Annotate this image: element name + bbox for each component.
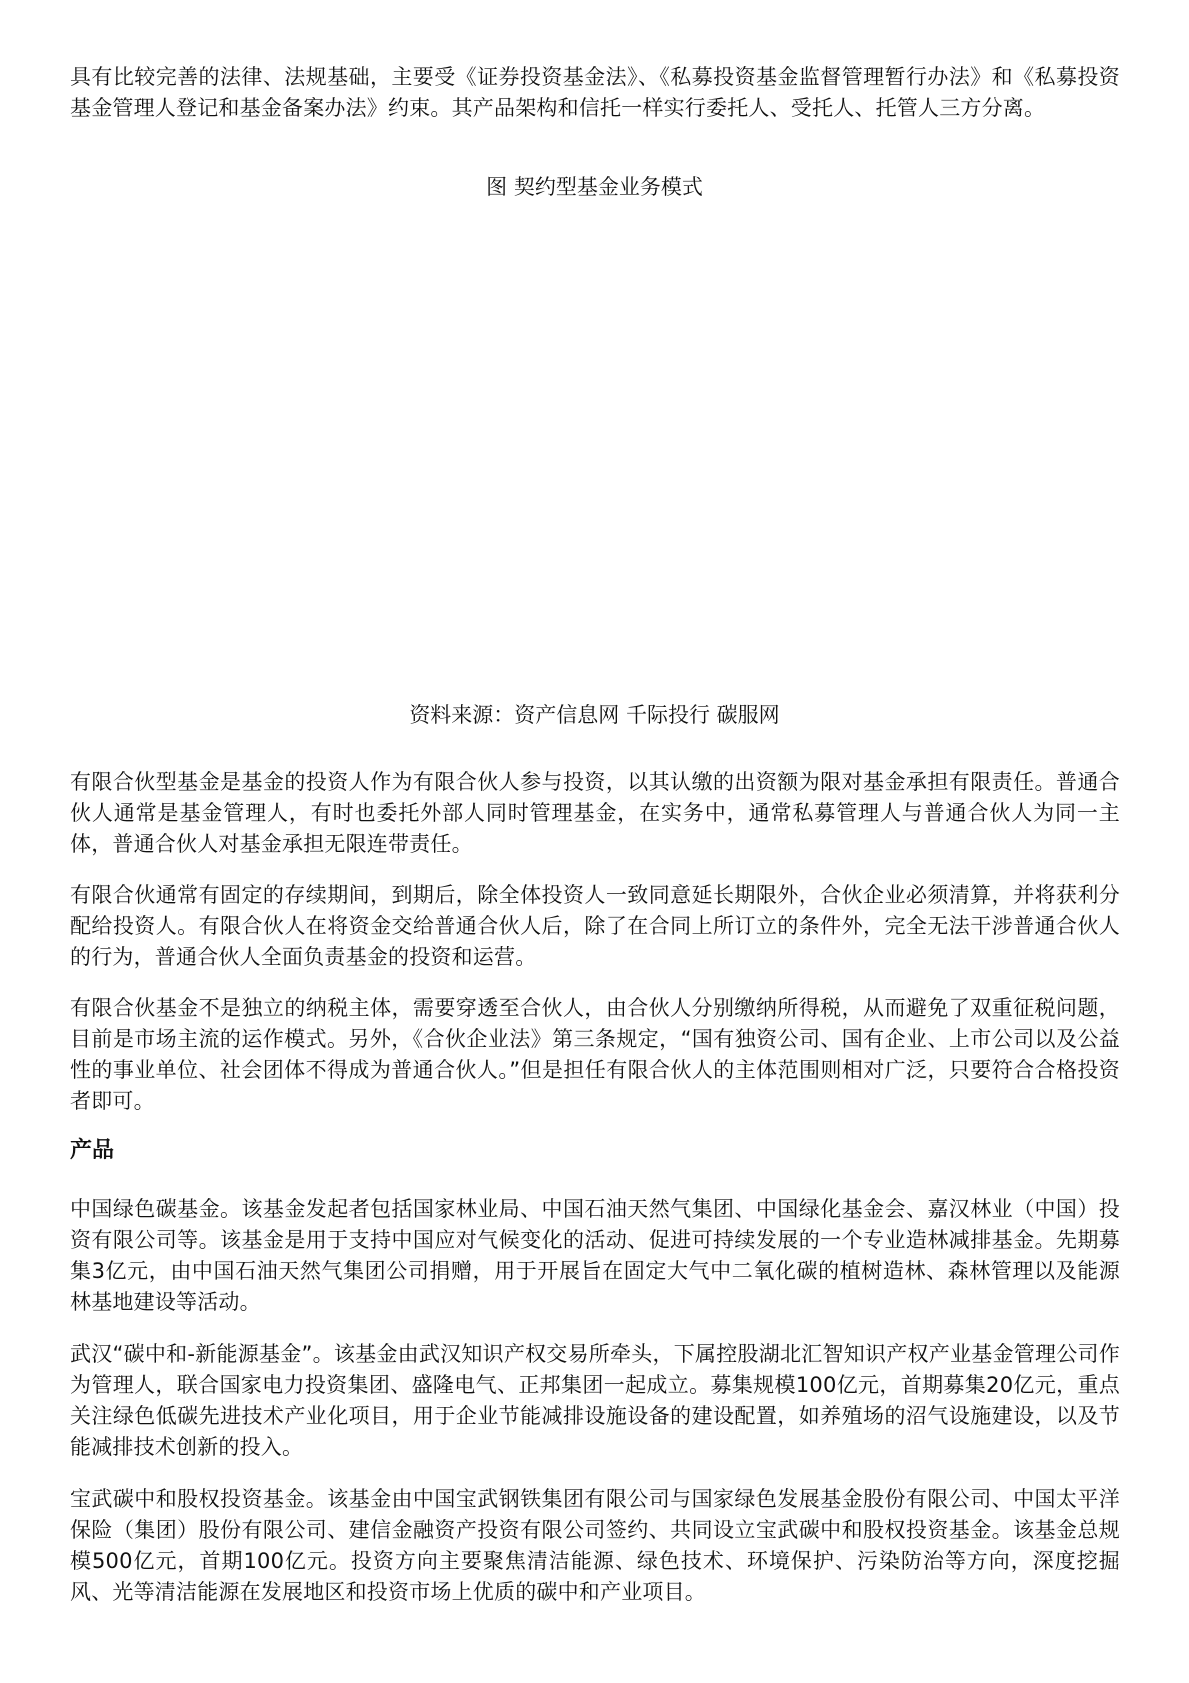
- figure-source: 资料来源：资产信息网 千际投行 碳服网: [409, 703, 780, 727]
- figure-placeholder: [70, 210, 1120, 690]
- section-heading-products: 产品: [70, 1138, 115, 1163]
- product-wuhan-fund: 武汉“碳中和-新能源基金”。该基金由武汉知识产权交易所牵头，下属控股湖北汇智知识产权产业基金管理公司作为管理人，联合国家电力投资集团、盛隆电气、正邦集团一起成立。募集规模100亿元，首期募集20亿元，重点关注绿色低碳先进技术产业化项目，用于企业节能减排设施设备的建设配置，如养殖场的沼气设施建设，以及节能减排技术创新的投入。: [70, 1342, 1120, 1459]
- product-green-carbon-fund: 中国绿色碳基金。该基金发起者包括国家林业局、中国石油天然气集团、中国绿化基金会、嘉汉林业（中国）投资有限公司等。该基金是用于支持中国应对气候变化的活动、促进可持续发展的一个专业造林减排基金。先期募集3亿元，由中国石油天然气集团公司捐赠，用于开展旨在固定大气中二氧化碳的植树造林、森林管理以及能源林基地建设等活动。: [70, 1197, 1120, 1314]
- paragraph-taxation: 有限合伙基金不是独立的纳税主体，需要穿透至合伙人，由合伙人分别缴纳所得税，从而避免了双重征税问题，目前是市场主流的运作模式。另外，《合伙企业法》第三条规定，“国有独资公司、国有企业、上市公司以及公益性的事业单位、社会团体不得成为普通合伙人。”但是担任有限合伙人的主体范围则相对广泛，只要符合合格投资者即可。: [70, 996, 1120, 1113]
- intro-paragraph: 具有比较完善的法律、法规基础，主要受《证券投资基金法》、《私募投资基金监督管理暂行办法》和《私募投资基金管理人登记和基金备案办法》约束。其产品架构和信托一样实行委托人、受托人、托管人三方分离。: [70, 65, 1120, 120]
- figure-title: 图 契约型基金业务模式: [486, 175, 703, 199]
- paragraph-duration: 有限合伙通常有固定的存续期间，到期后，除全体投资人一致同意延长期限外，合伙企业必须清算，并将获利分配给投资人。有限合伙人在将资金交给普通合伙人后，除了在合同上所订立的条件外，完全无法干涉普通合伙人的行为，普通合伙人全面负责基金的投资和运营。: [70, 883, 1120, 969]
- paragraph-limited-partnership: 有限合伙型基金是基金的投资人作为有限合伙人参与投资，以其认缴的出资额为限对基金承担有限责任。普通合伙人通常是基金管理人，有时也委托外部人同时管理基金，在实务中，通常私募管理人与普通合伙人为同一主体，普通合伙人对基金承担无限连带责任。: [70, 770, 1120, 856]
- product-baowu-fund: 宝武碳中和股权投资基金。该基金由中国宝武钢铁集团有限公司与国家绿色发展基金股份有限公司、中国太平洋保险（集团）股份有限公司、建信金融资产投资有限公司签约、共同设立宝武碳中和股权投资基金。该基金总规模500亿元，首期100亿元。投资方向主要聚焦清洁能源、绿色技术、环境保护、污染防治等方向，深度挖掘风、光等清洁能源在发展地区和投资市场上优质的碳中和产业项目。: [70, 1487, 1120, 1604]
